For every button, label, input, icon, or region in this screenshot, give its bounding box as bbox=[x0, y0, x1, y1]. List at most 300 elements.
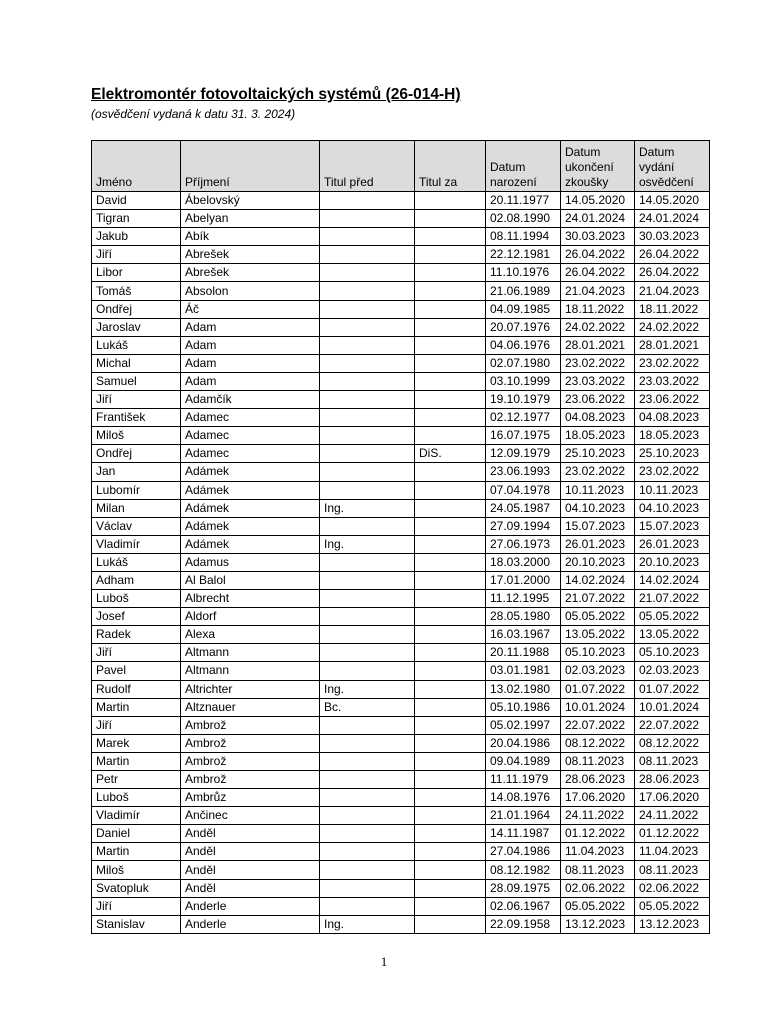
exam-date-cell: 24.11.2022 bbox=[561, 807, 635, 825]
birth-date-cell: 04.06.1976 bbox=[486, 336, 561, 354]
title-after-cell bbox=[415, 861, 486, 879]
birth-date-cell: 22.12.1981 bbox=[486, 246, 561, 264]
title-before-cell bbox=[320, 571, 415, 589]
exam-date-cell: 01.07.2022 bbox=[561, 680, 635, 698]
table-header-row bbox=[92, 141, 710, 192]
table-row bbox=[92, 246, 710, 264]
title-after-cell: DiS. bbox=[415, 445, 486, 463]
column-header-title-before: Titul před bbox=[320, 141, 415, 192]
title-after-cell bbox=[415, 210, 486, 228]
last-name-cell: Albrecht bbox=[181, 590, 320, 608]
title-after-cell bbox=[415, 300, 486, 318]
first-name-cell: Martin bbox=[92, 752, 181, 770]
first-name-cell: Miloš bbox=[92, 861, 181, 879]
first-name-cell: Stanislav bbox=[92, 915, 181, 933]
birth-date-cell: 09.04.1989 bbox=[486, 752, 561, 770]
table-row bbox=[92, 463, 710, 481]
title-before-cell bbox=[320, 372, 415, 390]
title-after-cell bbox=[415, 662, 486, 680]
last-name-cell: Ambrož bbox=[181, 734, 320, 752]
exam-date-cell: 10.01.2024 bbox=[561, 698, 635, 716]
table-row bbox=[92, 300, 710, 318]
birth-date-cell: 28.09.1975 bbox=[486, 879, 561, 897]
title-before-cell: Ing. bbox=[320, 499, 415, 517]
exam-date-cell: 28.01.2021 bbox=[561, 336, 635, 354]
table-row bbox=[92, 644, 710, 662]
title-before-cell bbox=[320, 771, 415, 789]
birth-date-cell: 02.08.1990 bbox=[486, 210, 561, 228]
exam-date-cell: 24.01.2024 bbox=[561, 210, 635, 228]
title-after-cell bbox=[415, 535, 486, 553]
issue-date-cell: 18.05.2023 bbox=[635, 427, 710, 445]
birth-date-cell: 13.02.1980 bbox=[486, 680, 561, 698]
title-after-cell bbox=[415, 517, 486, 535]
title-before-cell bbox=[320, 752, 415, 770]
table-row bbox=[92, 608, 710, 626]
birth-date-cell: 19.10.1979 bbox=[486, 391, 561, 409]
title-after-cell bbox=[415, 915, 486, 933]
exam-date-cell: 23.06.2022 bbox=[561, 391, 635, 409]
document-title: Elektromontér fotovoltaických systémů (26-014-H) bbox=[91, 86, 461, 103]
exam-date-cell: 18.11.2022 bbox=[561, 300, 635, 318]
exam-date-cell: 04.08.2023 bbox=[561, 409, 635, 427]
issue-date-cell: 24.02.2022 bbox=[635, 318, 710, 336]
birth-date-cell: 11.12.1995 bbox=[486, 590, 561, 608]
issue-date-cell: 10.01.2024 bbox=[635, 698, 710, 716]
column-header-issue-date: Datum vydání osvědčení bbox=[635, 141, 710, 192]
title-before-cell bbox=[320, 282, 415, 300]
last-name-cell: Altmann bbox=[181, 662, 320, 680]
birth-date-cell: 14.08.1976 bbox=[486, 789, 561, 807]
exam-date-cell: 17.06.2020 bbox=[561, 789, 635, 807]
issue-date-cell: 23.02.2022 bbox=[635, 354, 710, 372]
first-name-cell: Luboš bbox=[92, 590, 181, 608]
title-after-cell bbox=[415, 789, 486, 807]
first-name-cell: Svatopluk bbox=[92, 879, 181, 897]
issue-date-cell: 26.04.2022 bbox=[635, 246, 710, 264]
first-name-cell: Martin bbox=[92, 843, 181, 861]
title-after-cell bbox=[415, 626, 486, 644]
last-name-cell: Altmann bbox=[181, 644, 320, 662]
last-name-cell: Altrichter bbox=[181, 680, 320, 698]
certificate-table bbox=[91, 140, 710, 934]
last-name-cell: Anderle bbox=[181, 915, 320, 933]
title-before-cell bbox=[320, 843, 415, 861]
first-name-cell: Samuel bbox=[92, 372, 181, 390]
title-before-cell bbox=[320, 264, 415, 282]
table-row bbox=[92, 771, 710, 789]
birth-date-cell: 27.09.1994 bbox=[486, 517, 561, 535]
birth-date-cell: 20.11.1988 bbox=[486, 644, 561, 662]
exam-date-cell: 28.06.2023 bbox=[561, 771, 635, 789]
first-name-cell: Daniel bbox=[92, 825, 181, 843]
first-name-cell: Luboš bbox=[92, 789, 181, 807]
title-before-cell bbox=[320, 716, 415, 734]
page-number: 1 bbox=[380, 954, 388, 969]
title-after-cell bbox=[415, 897, 486, 915]
issue-date-cell: 13.05.2022 bbox=[635, 626, 710, 644]
last-name-cell: Aldorf bbox=[181, 608, 320, 626]
last-name-cell: Adam bbox=[181, 354, 320, 372]
exam-date-cell: 05.05.2022 bbox=[561, 608, 635, 626]
table-row bbox=[92, 626, 710, 644]
birth-date-cell: 23.06.1993 bbox=[486, 463, 561, 481]
title-after-cell bbox=[415, 680, 486, 698]
title-before-cell bbox=[320, 734, 415, 752]
last-name-cell: Al Balol bbox=[181, 571, 320, 589]
birth-date-cell: 08.12.1982 bbox=[486, 861, 561, 879]
table-row bbox=[92, 734, 710, 752]
exam-date-cell: 26.04.2022 bbox=[561, 246, 635, 264]
issue-date-cell: 02.06.2022 bbox=[635, 879, 710, 897]
title-before-cell bbox=[320, 463, 415, 481]
first-name-cell: David bbox=[92, 192, 181, 210]
last-name-cell: Adamec bbox=[181, 409, 320, 427]
title-after-cell bbox=[415, 608, 486, 626]
title-after-cell bbox=[415, 246, 486, 264]
title-after-cell bbox=[415, 716, 486, 734]
first-name-cell: Libor bbox=[92, 264, 181, 282]
title-after-cell bbox=[415, 391, 486, 409]
birth-date-cell: 02.07.1980 bbox=[486, 354, 561, 372]
last-name-cell: Adamčík bbox=[181, 391, 320, 409]
title-before-cell bbox=[320, 789, 415, 807]
table-row bbox=[92, 228, 710, 246]
exam-date-cell: 08.11.2023 bbox=[561, 861, 635, 879]
title-before-cell: Ing. bbox=[320, 680, 415, 698]
last-name-cell: Ambrůz bbox=[181, 789, 320, 807]
table-row bbox=[92, 861, 710, 879]
exam-date-cell: 14.05.2020 bbox=[561, 192, 635, 210]
title-before-cell bbox=[320, 825, 415, 843]
table-row bbox=[92, 264, 710, 282]
title-before-cell bbox=[320, 608, 415, 626]
first-name-cell: Lubomír bbox=[92, 481, 181, 499]
exam-date-cell: 02.03.2023 bbox=[561, 662, 635, 680]
issue-date-cell: 02.03.2023 bbox=[635, 662, 710, 680]
exam-date-cell: 15.07.2023 bbox=[561, 517, 635, 535]
last-name-cell: Anděl bbox=[181, 879, 320, 897]
last-name-cell: Anděl bbox=[181, 825, 320, 843]
issue-date-cell: 17.06.2020 bbox=[635, 789, 710, 807]
title-before-cell bbox=[320, 644, 415, 662]
last-name-cell: Ambrož bbox=[181, 771, 320, 789]
title-after-cell bbox=[415, 354, 486, 372]
title-before-cell bbox=[320, 897, 415, 915]
last-name-cell: Absolon bbox=[181, 282, 320, 300]
birth-date-cell: 18.03.2000 bbox=[486, 553, 561, 571]
first-name-cell: Jakub bbox=[92, 228, 181, 246]
title-before-cell bbox=[320, 354, 415, 372]
first-name-cell: Jaroslav bbox=[92, 318, 181, 336]
first-name-cell: František bbox=[92, 409, 181, 427]
birth-date-cell: 05.10.1986 bbox=[486, 698, 561, 716]
last-name-cell: Adámek bbox=[181, 481, 320, 499]
birth-date-cell: 21.01.1964 bbox=[486, 807, 561, 825]
first-name-cell: Jiří bbox=[92, 246, 181, 264]
birth-date-cell: 02.06.1967 bbox=[486, 897, 561, 915]
birth-date-cell: 14.11.1987 bbox=[486, 825, 561, 843]
column-header-birth-date: Datum narození bbox=[486, 141, 561, 192]
title-before-cell bbox=[320, 246, 415, 264]
exam-date-cell: 23.03.2022 bbox=[561, 372, 635, 390]
exam-date-cell: 21.04.2023 bbox=[561, 282, 635, 300]
title-after-cell bbox=[415, 282, 486, 300]
title-after-cell bbox=[415, 825, 486, 843]
exam-date-cell: 08.11.2023 bbox=[561, 752, 635, 770]
birth-date-cell: 22.09.1958 bbox=[486, 915, 561, 933]
title-before-cell bbox=[320, 517, 415, 535]
first-name-cell: Jiří bbox=[92, 897, 181, 915]
issue-date-cell: 28.01.2021 bbox=[635, 336, 710, 354]
title-before-cell bbox=[320, 427, 415, 445]
table-row bbox=[92, 535, 710, 553]
last-name-cell: Abík bbox=[181, 228, 320, 246]
exam-date-cell: 01.12.2022 bbox=[561, 825, 635, 843]
issue-date-cell: 01.12.2022 bbox=[635, 825, 710, 843]
table-body bbox=[92, 192, 710, 934]
first-name-cell: Jiří bbox=[92, 716, 181, 734]
first-name-cell: Jan bbox=[92, 463, 181, 481]
title-before-cell bbox=[320, 192, 415, 210]
exam-date-cell: 08.12.2022 bbox=[561, 734, 635, 752]
title-before-cell bbox=[320, 553, 415, 571]
title-after-cell bbox=[415, 409, 486, 427]
last-name-cell: Adámek bbox=[181, 517, 320, 535]
issue-date-cell: 18.11.2022 bbox=[635, 300, 710, 318]
title-after-cell bbox=[415, 571, 486, 589]
issue-date-cell: 08.12.2022 bbox=[635, 734, 710, 752]
birth-date-cell: 03.01.1981 bbox=[486, 662, 561, 680]
first-name-cell: Lukáš bbox=[92, 553, 181, 571]
table-row bbox=[92, 282, 710, 300]
table-row bbox=[92, 318, 710, 336]
issue-date-cell: 10.11.2023 bbox=[635, 481, 710, 499]
table-row bbox=[92, 752, 710, 770]
title-after-cell bbox=[415, 427, 486, 445]
exam-date-cell: 30.03.2023 bbox=[561, 228, 635, 246]
table-row bbox=[92, 192, 710, 210]
title-after-cell bbox=[415, 879, 486, 897]
title-before-cell bbox=[320, 481, 415, 499]
issue-date-cell: 23.06.2022 bbox=[635, 391, 710, 409]
last-name-cell: Ambrož bbox=[181, 716, 320, 734]
title-after-cell bbox=[415, 499, 486, 517]
last-name-cell: Adámek bbox=[181, 499, 320, 517]
last-name-cell: Alexa bbox=[181, 626, 320, 644]
column-header-first-name: Jméno bbox=[92, 141, 181, 192]
first-name-cell: Martin bbox=[92, 698, 181, 716]
birth-date-cell: 11.10.1976 bbox=[486, 264, 561, 282]
birth-date-cell: 11.11.1979 bbox=[486, 771, 561, 789]
title-after-cell bbox=[415, 264, 486, 282]
title-before-cell bbox=[320, 807, 415, 825]
title-before-cell bbox=[320, 861, 415, 879]
title-after-cell bbox=[415, 807, 486, 825]
first-name-cell: Ondřej bbox=[92, 300, 181, 318]
exam-date-cell: 05.05.2022 bbox=[561, 897, 635, 915]
issue-date-cell: 05.05.2022 bbox=[635, 897, 710, 915]
birth-date-cell: 08.11.1994 bbox=[486, 228, 561, 246]
column-header-title-after: Titul za bbox=[415, 141, 486, 192]
birth-date-cell: 16.07.1975 bbox=[486, 427, 561, 445]
issue-date-cell: 11.04.2023 bbox=[635, 843, 710, 861]
issue-date-cell: 24.11.2022 bbox=[635, 807, 710, 825]
title-before-cell: Ing. bbox=[320, 535, 415, 553]
first-name-cell: Lukáš bbox=[92, 336, 181, 354]
table-row bbox=[92, 210, 710, 228]
birth-date-cell: 27.06.1973 bbox=[486, 535, 561, 553]
table-row bbox=[92, 680, 710, 698]
title-before-cell bbox=[320, 409, 415, 427]
first-name-cell: Miloš bbox=[92, 427, 181, 445]
last-name-cell: Adam bbox=[181, 372, 320, 390]
document-subtitle: (osvědčení vydaná k datu 31. 3. 2024) bbox=[91, 107, 296, 121]
title-before-cell bbox=[320, 210, 415, 228]
title-before-cell bbox=[320, 626, 415, 644]
table-row bbox=[92, 843, 710, 861]
birth-date-cell: 20.11.1977 bbox=[486, 192, 561, 210]
last-name-cell: Adámek bbox=[181, 463, 320, 481]
table-row bbox=[92, 372, 710, 390]
last-name-cell: Abrešek bbox=[181, 246, 320, 264]
issue-date-cell: 22.07.2022 bbox=[635, 716, 710, 734]
first-name-cell: Rudolf bbox=[92, 680, 181, 698]
birth-date-cell: 20.07.1976 bbox=[486, 318, 561, 336]
birth-date-cell: 16.03.1967 bbox=[486, 626, 561, 644]
issue-date-cell: 04.08.2023 bbox=[635, 409, 710, 427]
first-name-cell: Pavel bbox=[92, 662, 181, 680]
birth-date-cell: 02.12.1977 bbox=[486, 409, 561, 427]
table-row bbox=[92, 354, 710, 372]
table-row bbox=[92, 445, 710, 463]
table-row bbox=[92, 716, 710, 734]
table-row bbox=[92, 825, 710, 843]
last-name-cell: Adamec bbox=[181, 445, 320, 463]
table-row bbox=[92, 481, 710, 499]
title-before-cell bbox=[320, 300, 415, 318]
exam-date-cell: 02.06.2022 bbox=[561, 879, 635, 897]
first-name-cell: Vladimír bbox=[92, 807, 181, 825]
exam-date-cell: 18.05.2023 bbox=[561, 427, 635, 445]
title-after-cell bbox=[415, 553, 486, 571]
exam-date-cell: 10.11.2023 bbox=[561, 481, 635, 499]
title-after-cell bbox=[415, 843, 486, 861]
last-name-cell: Ábelovský bbox=[181, 192, 320, 210]
title-before-cell bbox=[320, 318, 415, 336]
table-row bbox=[92, 499, 710, 517]
first-name-cell: Milan bbox=[92, 499, 181, 517]
last-name-cell: Adam bbox=[181, 318, 320, 336]
title-after-cell bbox=[415, 481, 486, 499]
issue-date-cell: 21.07.2022 bbox=[635, 590, 710, 608]
title-before-cell bbox=[320, 879, 415, 897]
last-name-cell: Abelyan bbox=[181, 210, 320, 228]
title-before-cell bbox=[320, 391, 415, 409]
exam-date-cell: 23.02.2022 bbox=[561, 354, 635, 372]
first-name-cell: Jiří bbox=[92, 391, 181, 409]
table-row bbox=[92, 391, 710, 409]
first-name-cell: Václav bbox=[92, 517, 181, 535]
title-after-cell bbox=[415, 336, 486, 354]
birth-date-cell: 27.04.1986 bbox=[486, 843, 561, 861]
table-row bbox=[92, 897, 710, 915]
issue-date-cell: 13.12.2023 bbox=[635, 915, 710, 933]
exam-date-cell: 23.02.2022 bbox=[561, 463, 635, 481]
title-after-cell bbox=[415, 463, 486, 481]
table-row bbox=[92, 662, 710, 680]
exam-date-cell: 26.04.2022 bbox=[561, 264, 635, 282]
column-header-last-name: Příjmení bbox=[181, 141, 320, 192]
table-row bbox=[92, 789, 710, 807]
title-before-cell bbox=[320, 590, 415, 608]
title-before-cell bbox=[320, 228, 415, 246]
table-row bbox=[92, 517, 710, 535]
title-after-cell bbox=[415, 752, 486, 770]
issue-date-cell: 23.03.2022 bbox=[635, 372, 710, 390]
last-name-cell: Ambrož bbox=[181, 752, 320, 770]
last-name-cell: Anderle bbox=[181, 897, 320, 915]
last-name-cell: Anděl bbox=[181, 843, 320, 861]
table-row bbox=[92, 427, 710, 445]
title-after-cell bbox=[415, 228, 486, 246]
exam-date-cell: 25.10.2023 bbox=[561, 445, 635, 463]
issue-date-cell: 25.10.2023 bbox=[635, 445, 710, 463]
table-row bbox=[92, 590, 710, 608]
table-row bbox=[92, 336, 710, 354]
birth-date-cell: 03.10.1999 bbox=[486, 372, 561, 390]
birth-date-cell: 17.01.2000 bbox=[486, 571, 561, 589]
table-row bbox=[92, 571, 710, 589]
first-name-cell: Michal bbox=[92, 354, 181, 372]
table-row bbox=[92, 698, 710, 716]
first-name-cell: Tomáš bbox=[92, 282, 181, 300]
birth-date-cell: 28.05.1980 bbox=[486, 608, 561, 626]
title-after-cell bbox=[415, 698, 486, 716]
title-before-cell bbox=[320, 336, 415, 354]
exam-date-cell: 21.07.2022 bbox=[561, 590, 635, 608]
issue-date-cell: 14.05.2020 bbox=[635, 192, 710, 210]
title-after-cell bbox=[415, 734, 486, 752]
first-name-cell: Petr bbox=[92, 771, 181, 789]
last-name-cell: Áč bbox=[181, 300, 320, 318]
issue-date-cell: 24.01.2024 bbox=[635, 210, 710, 228]
issue-date-cell: 08.11.2023 bbox=[635, 861, 710, 879]
birth-date-cell: 21.06.1989 bbox=[486, 282, 561, 300]
last-name-cell: Anděl bbox=[181, 861, 320, 879]
issue-date-cell: 26.04.2022 bbox=[635, 264, 710, 282]
exam-date-cell: 26.01.2023 bbox=[561, 535, 635, 553]
exam-date-cell: 11.04.2023 bbox=[561, 843, 635, 861]
birth-date-cell: 12.09.1979 bbox=[486, 445, 561, 463]
first-name-cell: Ondřej bbox=[92, 445, 181, 463]
birth-date-cell: 07.04.1978 bbox=[486, 481, 561, 499]
title-before-cell bbox=[320, 662, 415, 680]
first-name-cell: Vladimír bbox=[92, 535, 181, 553]
first-name-cell: Marek bbox=[92, 734, 181, 752]
exam-date-cell: 05.10.2023 bbox=[561, 644, 635, 662]
issue-date-cell: 05.10.2023 bbox=[635, 644, 710, 662]
exam-date-cell: 24.02.2022 bbox=[561, 318, 635, 336]
last-name-cell: Adamus bbox=[181, 553, 320, 571]
issue-date-cell: 26.01.2023 bbox=[635, 535, 710, 553]
birth-date-cell: 24.05.1987 bbox=[486, 499, 561, 517]
exam-date-cell: 20.10.2023 bbox=[561, 553, 635, 571]
first-name-cell: Radek bbox=[92, 626, 181, 644]
first-name-cell: Tigran bbox=[92, 210, 181, 228]
exam-date-cell: 13.12.2023 bbox=[561, 915, 635, 933]
title-before-cell: Ing. bbox=[320, 915, 415, 933]
